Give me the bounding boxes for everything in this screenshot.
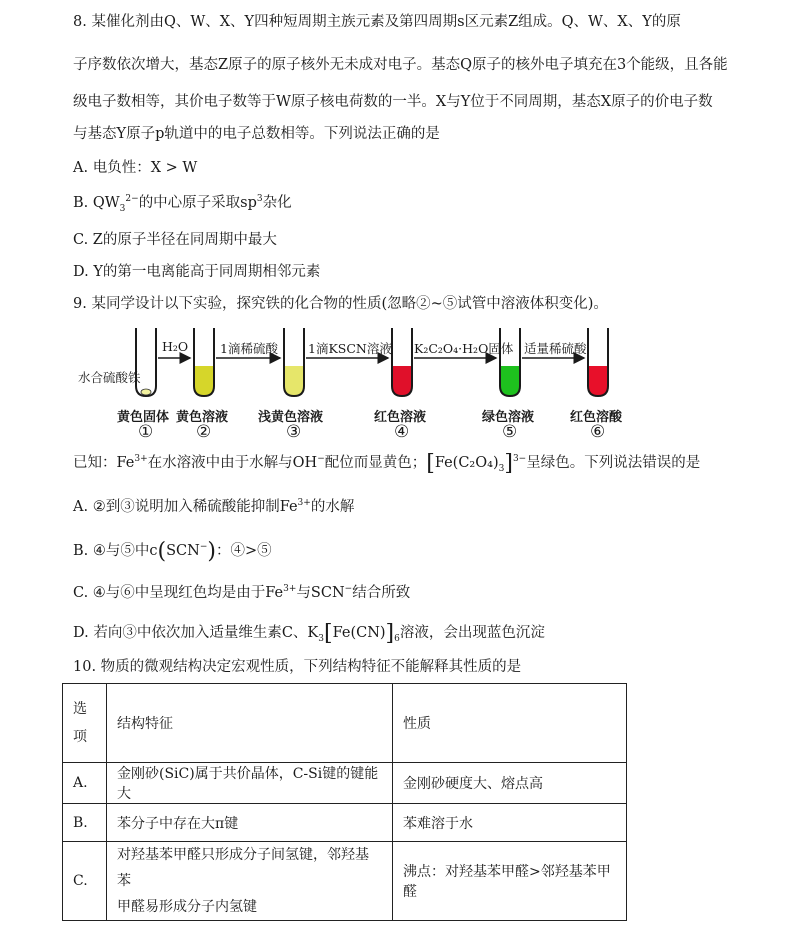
q8-stem-line4: 与基态Y原子p轨道中的电子总数相等。下列说法正确的是 bbox=[73, 126, 440, 142]
tube-3-label: 浅黄色溶液 bbox=[258, 410, 324, 425]
tube-3-number: ③ bbox=[286, 422, 302, 442]
tube-1-label: 黄色固体 bbox=[117, 410, 170, 425]
row-c-structure: 对羟基苯甲醛只形成分子间氢键，邻羟基苯 甲醛易形成分子内氢键 bbox=[107, 842, 393, 921]
table-header-row bbox=[63, 684, 627, 763]
row-b-property: 苯难溶于水 bbox=[393, 804, 627, 842]
q9-option-c: C. ④与⑥中呈现红色均是由于$Fe^{3+}$与SCN−结合所致 bbox=[73, 584, 411, 601]
table-row bbox=[63, 763, 627, 804]
q9-experiment-diagram bbox=[68, 318, 728, 448]
table-row bbox=[63, 804, 627, 842]
tube-6-label: 红色溶酸 bbox=[570, 410, 623, 425]
row-a-option: A. bbox=[63, 763, 107, 804]
header-option: 选 项 bbox=[63, 684, 107, 763]
solid-label: 水合硫酸铁 bbox=[78, 370, 141, 385]
tube-1-number: ① bbox=[138, 422, 154, 442]
tube-5-label: 绿色溶液 bbox=[482, 410, 535, 425]
row-c-property: 沸点：对羟基苯甲醛>邻羟基苯甲醛 bbox=[393, 842, 627, 921]
tube-4-number: ④ bbox=[394, 422, 410, 442]
arrow-label-5: 适量稀硫酸 bbox=[524, 341, 587, 356]
header-property: 性质 bbox=[393, 684, 627, 763]
tube-5-number: ⑤ bbox=[502, 422, 518, 442]
tube-2 bbox=[194, 328, 214, 396]
q9-stem: 9. 某同学设计以下实验，探究铁的化合物的性质(忽略②~⑤试管中溶液体积变化)。 bbox=[73, 296, 608, 312]
q8-option-b: B. $QW_3^{2-}$的中心原子采取$sp^3$杂化 bbox=[73, 194, 292, 214]
row-a-property: 金刚砂硬度大、熔点高 bbox=[393, 763, 627, 804]
tube-2-label: 黄色溶液 bbox=[176, 410, 229, 425]
arrow-label-1: H₂O bbox=[162, 339, 189, 354]
tube-3 bbox=[284, 328, 304, 396]
q9-known: 已知：$Fe^{3+}$在水溶液中由于水解与OH−配位而显黄色；$[Fe(C_2O_4)_3]^{3-}$呈绿色。下列说法错误的是 bbox=[73, 451, 701, 476]
q9-option-b: B. ④与⑤中c(SCN−)：④>⑤ bbox=[73, 539, 272, 564]
q9-option-d: D. 若向③中依次加入适量维生素C、$K_3[Fe(CN)]_6$溶液，会出现蓝色沉淀 bbox=[73, 621, 545, 646]
q8-stem-line3: 级电子数相等，其价电子数等于W原子核电荷数的一半。X与Y位于不同周期，基态X原子的价电子数 bbox=[73, 94, 713, 110]
tube-4 bbox=[392, 328, 412, 396]
q8-stem-line2: 子序数依次增大，基态Z原子的原子核外无未成对电子。基态Q原子的核外电子填充在3个能级，且各能 bbox=[73, 57, 728, 73]
arrow-label-4: K₂C₂O₄·H₂O固体 bbox=[414, 341, 514, 356]
table-row bbox=[63, 842, 627, 921]
tube-6-number: ⑥ bbox=[590, 422, 606, 442]
q10-stem: 10. 物质的微观结构决定宏观性质，下列结构特征不能解释其性质的是 bbox=[73, 659, 522, 675]
q8-stem-line1: 8. 某催化剂由Q、W、X、Y四种短周期主族元素及第四周期s区元素Z组成。Q、W、X、Y的原 bbox=[73, 14, 681, 30]
row-a-structure: 金刚砂(SiC)属于共价晶体，C-Si键的键能大 bbox=[107, 763, 393, 804]
row-c-option: C. bbox=[63, 842, 107, 921]
tube-4-label: 红色溶液 bbox=[374, 410, 427, 425]
tube-6 bbox=[588, 328, 608, 396]
q8-option-a: A. 电负性：X > W bbox=[73, 160, 198, 176]
row-b-structure: 苯分子中存在大π键 bbox=[107, 804, 393, 842]
q8-option-c: C. Z的原子半径在同周期中最大 bbox=[73, 232, 277, 248]
q8-option-d: D. Y的第一电离能高于同周期相邻元素 bbox=[73, 264, 321, 280]
row-b-option: B. bbox=[63, 804, 107, 842]
arrow-label-2: 1滴稀硫酸 bbox=[220, 341, 278, 356]
q9-option-a: A. ②到③说明加入稀硫酸能抑制$Fe^{3+}$的水解 bbox=[73, 498, 355, 515]
header-structure: 结构特征 bbox=[107, 684, 393, 763]
tube-2-number: ② bbox=[196, 422, 212, 442]
q10-options-table bbox=[62, 683, 627, 921]
arrow-label-3: 1滴KSCN溶液 bbox=[308, 341, 392, 356]
